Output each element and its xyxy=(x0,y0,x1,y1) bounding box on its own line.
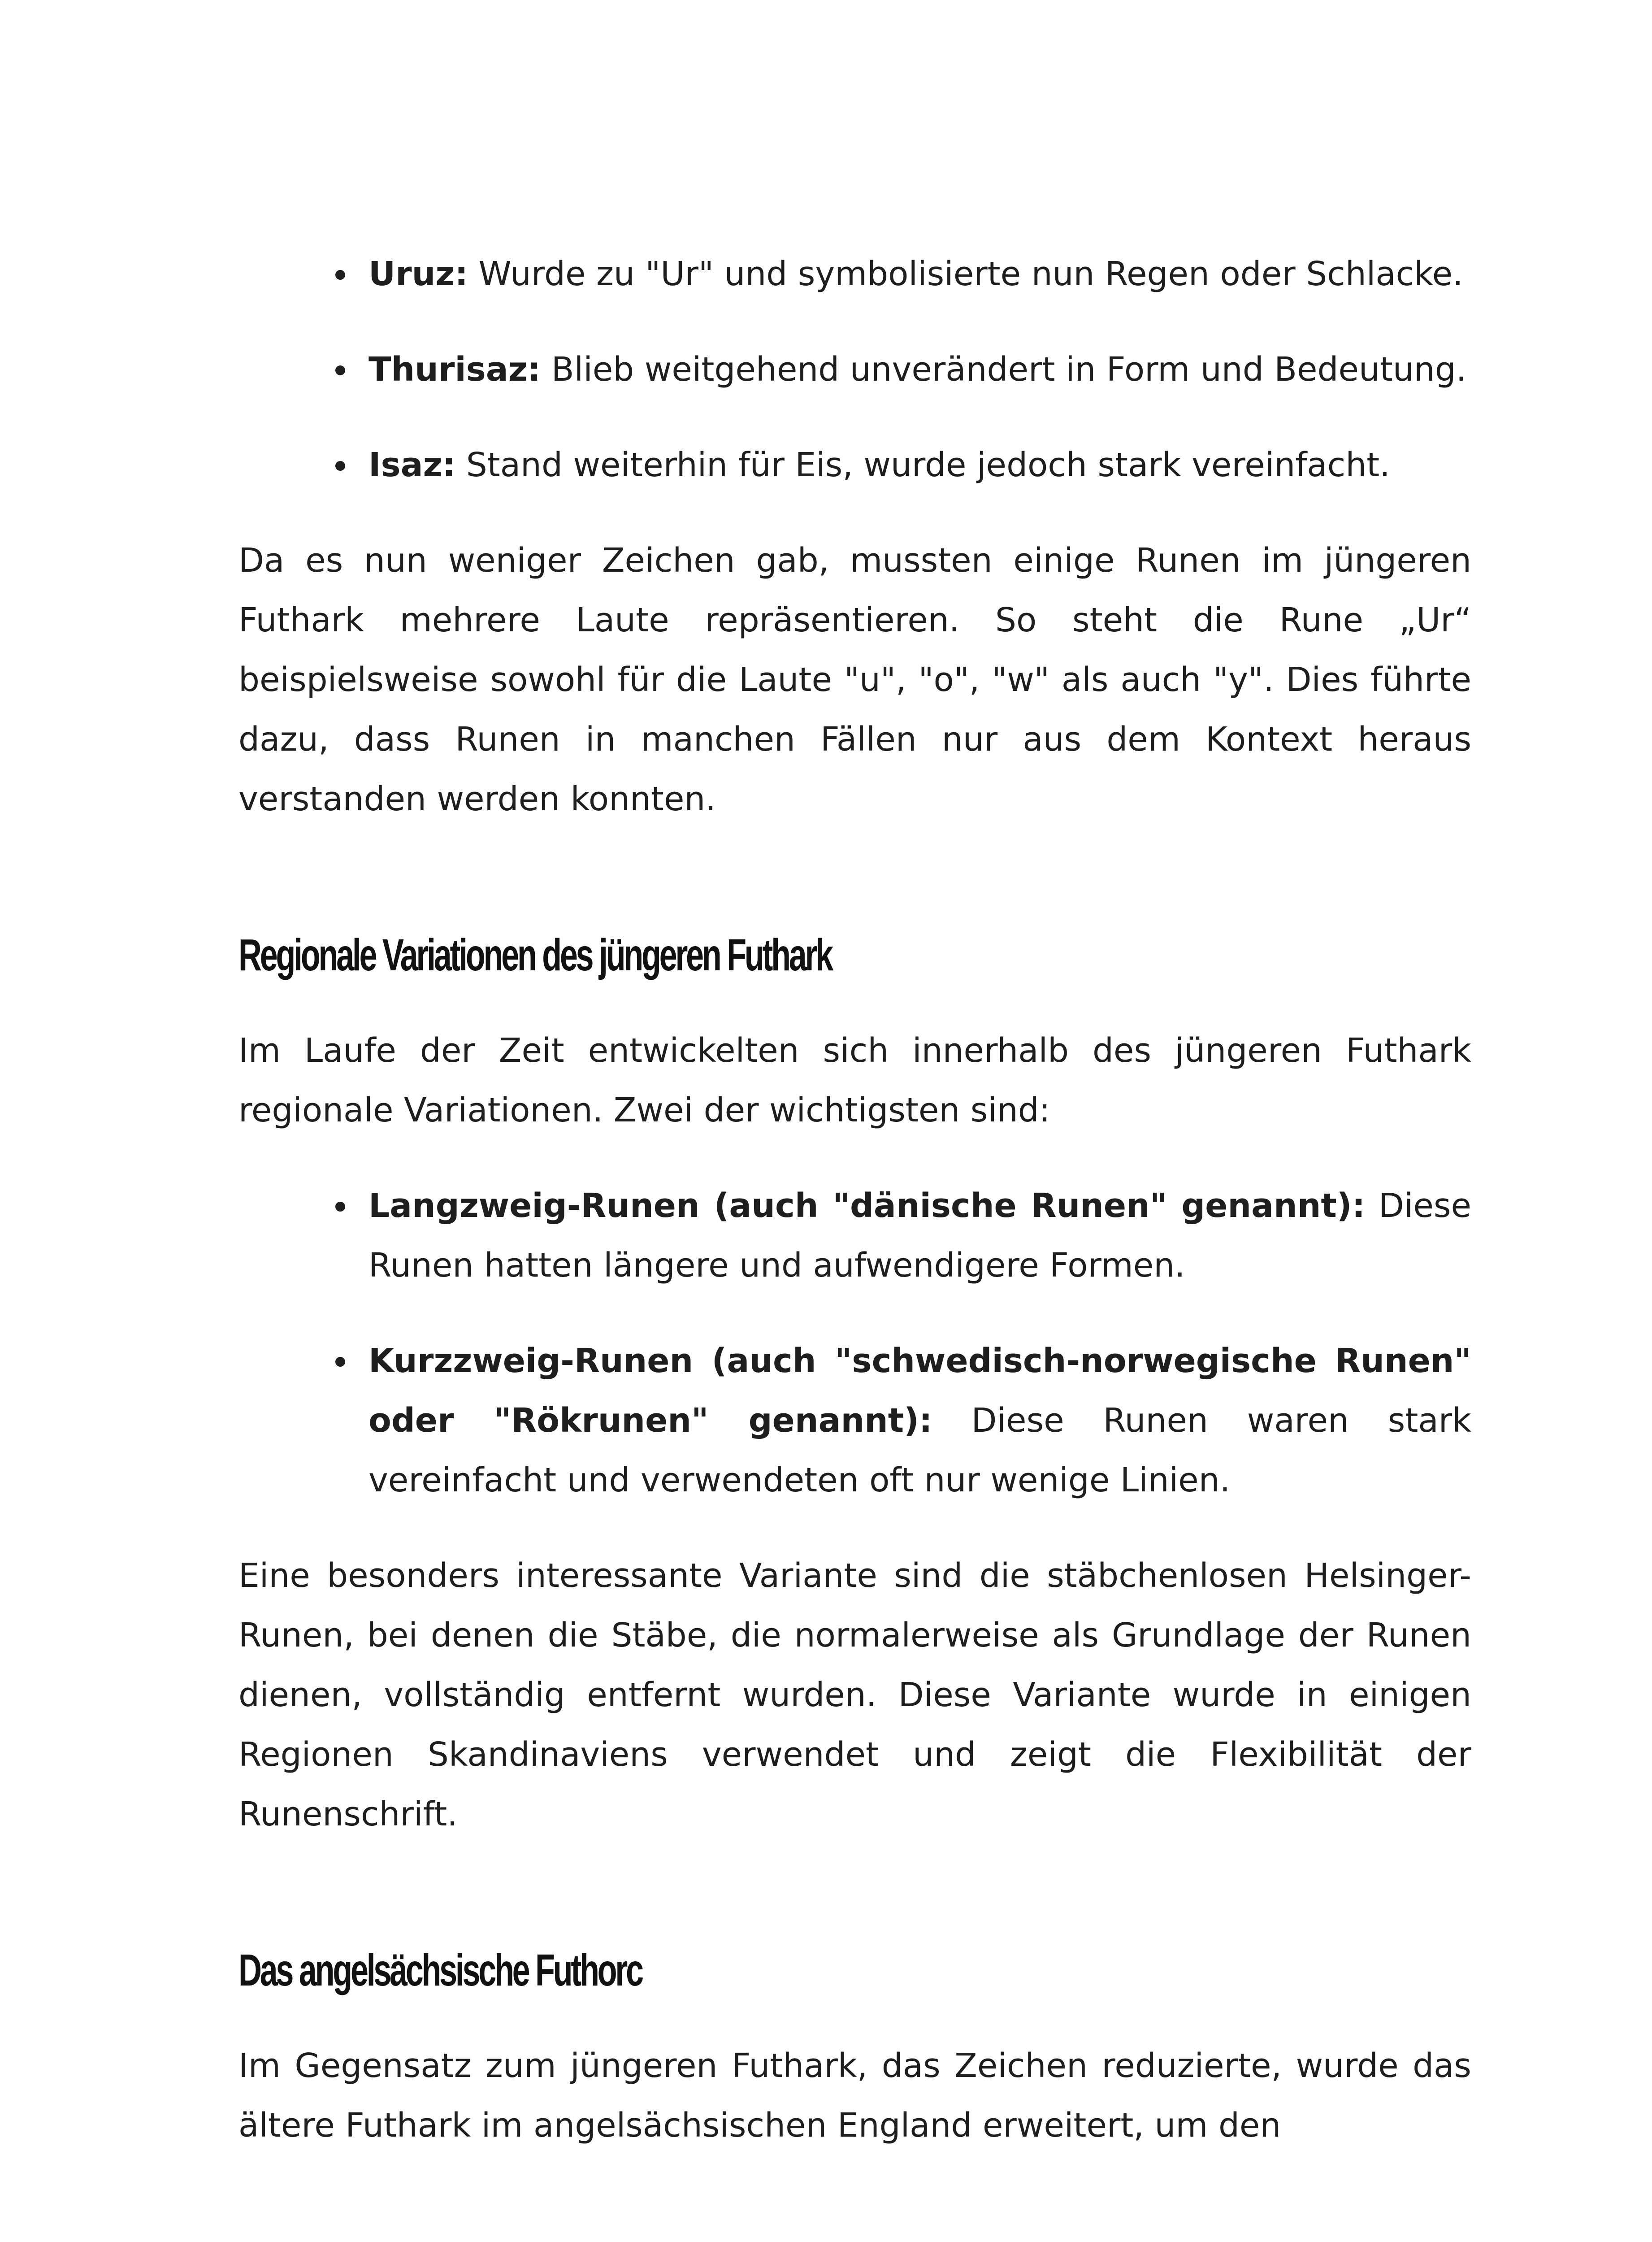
paragraph-helsinger: Eine besonders interessante Variante sind die stäbchenlosen Helsinger-Runen, bei denen die Stäbe, die normalerweise als Grundlage der Runen dienen, vollständig entfernt wurden. Diese Variante wurde in einigen Regionen Skandinaviens verwendet und zeigt die Flexibilität der Runenschrift. xyxy=(238,1556,1471,1834)
bullet-icon xyxy=(335,1357,345,1367)
list-item-term: Thurisaz: xyxy=(369,350,541,389)
rune-list-elder-changes xyxy=(238,244,1471,495)
section-heading-futhorc: Das angelsächsische Futhorc xyxy=(238,1945,642,1995)
bullet-icon xyxy=(335,1202,345,1212)
list-item-text: Diese Runen hatten längere und aufwendigere Formen. xyxy=(369,1186,1471,1285)
list-item-kurzzweig xyxy=(369,1331,1471,1510)
list-item-term: Isaz: xyxy=(369,446,456,484)
rune-list-variations xyxy=(238,1176,1471,1510)
bullet-icon xyxy=(335,365,345,375)
page-content xyxy=(238,244,1471,2155)
list-item-isaz xyxy=(369,435,1471,495)
bullet-icon xyxy=(335,270,345,280)
bullet-icon xyxy=(335,461,345,471)
list-item-text: Blieb weitgehend unverändert in Form und Bedeutung. xyxy=(541,350,1467,389)
list-item-text: Wurde zu "Ur" und symbolisierte nun Regen oder Schlacke. xyxy=(468,255,1463,293)
list-item-term: Langzweig-Runen (auch "dänische Runen" genannt): xyxy=(369,1186,1366,1225)
section-heading-regionale-variationen: Regionale Variationen des jüngeren Futhark xyxy=(238,930,832,980)
list-item-text: Stand weiterhin für Eis, wurde jedoch stark vereinfacht. xyxy=(455,446,1390,484)
list-item-text: Diese Runen waren stark vereinfacht und verwendeten oft nur wenige Linien. xyxy=(369,1401,1471,1499)
list-item-uruz xyxy=(369,244,1471,304)
paragraph-regionale-intro: Im Laufe der Zeit entwickelten sich innerhalb des jüngeren Futhark regionale Variationen. Zwei der wichtigsten sind: xyxy=(238,1031,1471,1130)
list-item-langzweig xyxy=(369,1176,1471,1295)
list-item-thurisaz xyxy=(369,340,1471,400)
paragraph-futhorc-intro: Im Gegensatz zum jüngeren Futhark, das Zeichen reduzierte, wurde das ältere Futhark im angelsächsischen England erweitert, um den xyxy=(238,2046,1471,2145)
list-item-term: Uruz: xyxy=(369,255,468,293)
paragraph-laute: Da es nun weniger Zeichen gab, mussten einige Runen im jüngeren Futhark mehrere Laute repräsentieren. So steht die Rune „Ur“ beispielsweise sowohl für die Laute "u", "o", "w" als auch "y". Dies führte dazu, dass Runen in manchen Fällen nur aus dem Kontext heraus verstanden werden konnten. xyxy=(238,541,1471,818)
list-item-term: Kurzzweig-Runen (auch "schwedisch-norwegische Runen" oder "Rökrunen" genannt): xyxy=(369,1342,1471,1440)
